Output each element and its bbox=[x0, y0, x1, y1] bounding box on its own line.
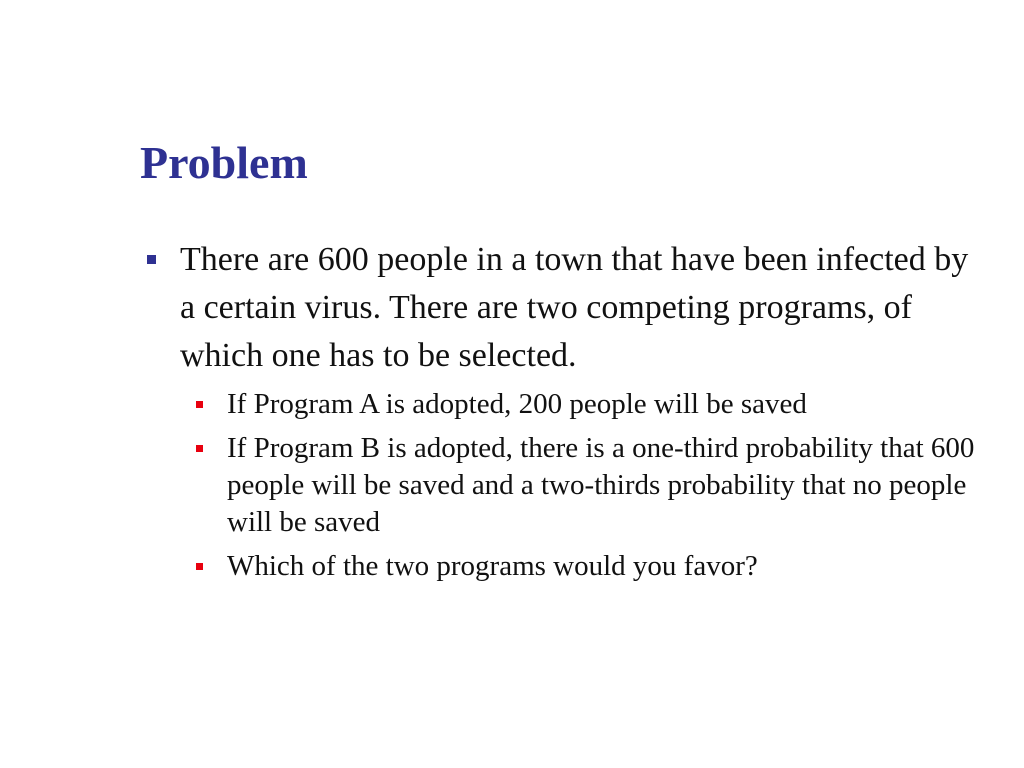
square-bullet-icon bbox=[196, 563, 203, 570]
sub-bullet-item bbox=[196, 386, 1010, 423]
square-bullet-icon bbox=[196, 445, 203, 452]
sub-bullet-list bbox=[196, 386, 1010, 585]
slide-title: Problem bbox=[140, 137, 308, 188]
sub-bullet-item bbox=[196, 548, 1010, 585]
sub-bullet-item bbox=[196, 430, 1010, 541]
sub-bullet-text: If Program A is adopted, 200 people will be saved bbox=[227, 388, 807, 420]
square-bullet-icon bbox=[147, 255, 156, 264]
slide-body bbox=[140, 236, 1010, 592]
square-bullet-icon bbox=[196, 401, 203, 408]
sub-bullet-text: Which of the two programs would you favor? bbox=[227, 550, 758, 582]
bullet-text: There are 600 people in a town that have been infected by a certain virus. There are two competing programs, of which one has to be selected. bbox=[180, 241, 969, 374]
sub-bullet-text: If Program B is adopted, there is a one-third probability that 600 people will be saved and a two-thirds probability that no people will be saved bbox=[227, 432, 975, 538]
bullet-item bbox=[140, 236, 1010, 380]
